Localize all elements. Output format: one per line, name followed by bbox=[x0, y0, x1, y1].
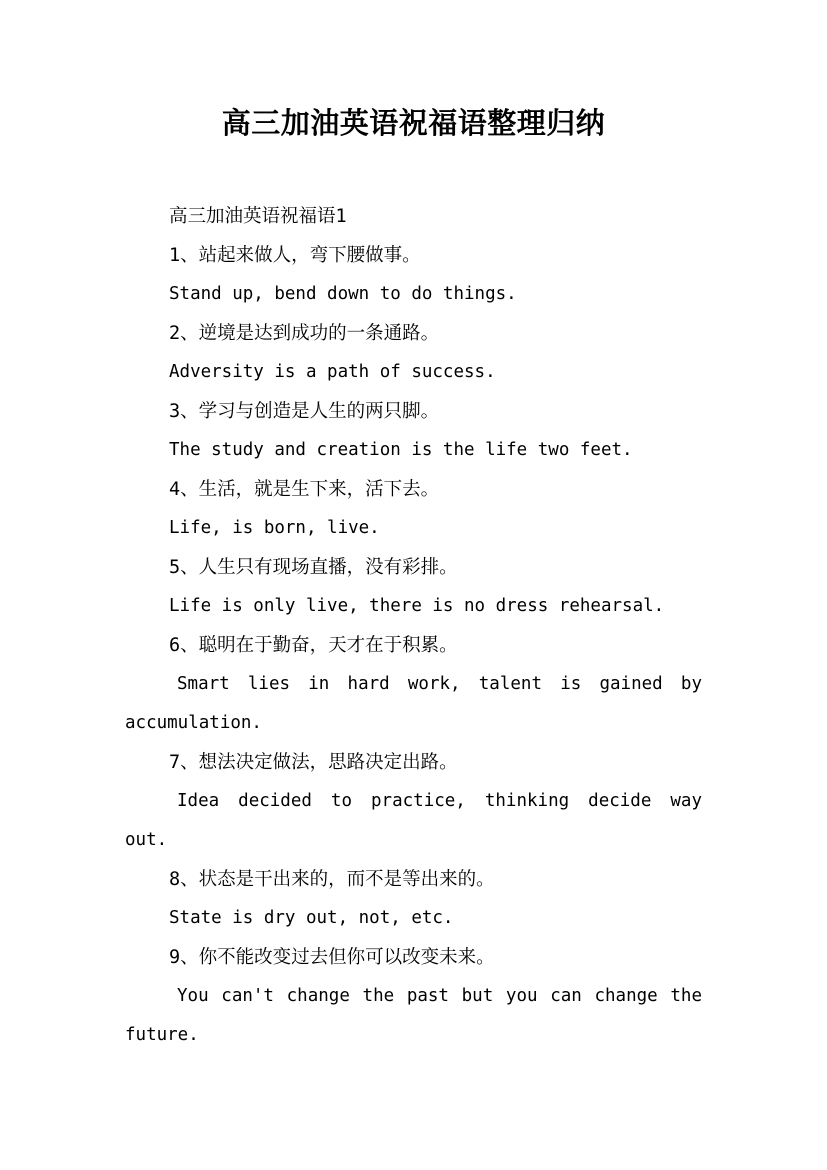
item-5-zh: 5、人生只有现场直播，没有彩排。 bbox=[169, 557, 458, 578]
item-7-zh: 7、想法决定做法，思路决定出路。 bbox=[169, 752, 458, 773]
item-6-en: Smart lies in hard work, talent is gained by accumulation. bbox=[125, 674, 702, 733]
document-body bbox=[125, 197, 702, 1055]
item-1-zh: 1、站起来做人，弯下腰做事。 bbox=[169, 245, 421, 266]
item-2-zh: 2、逆境是达到成功的一条通路。 bbox=[169, 323, 440, 344]
item-8-zh: 8、状态是干出来的，而不是等出来的。 bbox=[169, 869, 495, 890]
item-7-en: Idea decided to practice, thinking decide way out. bbox=[125, 791, 702, 850]
item-8-en: State is dry out, not, etc. bbox=[169, 908, 454, 928]
item-3-zh: 3、学习与创造是人生的两只脚。 bbox=[169, 401, 440, 422]
item-3-en: The study and creation is the life two feet. bbox=[169, 440, 633, 460]
item-9-en: You can't change the past but you can change the future. bbox=[125, 986, 702, 1045]
item-9-zh: 9、你不能改变过去但你可以改变未来。 bbox=[169, 947, 495, 968]
document-title: 高三加油英语祝福语整理归纳 bbox=[221, 106, 606, 140]
item-4-zh: 4、生活，就是生下来，活下去。 bbox=[169, 479, 440, 500]
section-heading: 高三加油英语祝福语1 bbox=[169, 206, 347, 227]
item-1-en: Stand up, bend down to do things. bbox=[169, 284, 517, 304]
item-4-en: Life, is born, live. bbox=[169, 518, 380, 538]
item-2-en: Adversity is a path of success. bbox=[169, 362, 496, 382]
item-5-en: Life is only live, there is no dress rehearsal. bbox=[169, 596, 665, 616]
item-6-zh: 6、聪明在于勤奋，天才在于积累。 bbox=[169, 635, 458, 656]
